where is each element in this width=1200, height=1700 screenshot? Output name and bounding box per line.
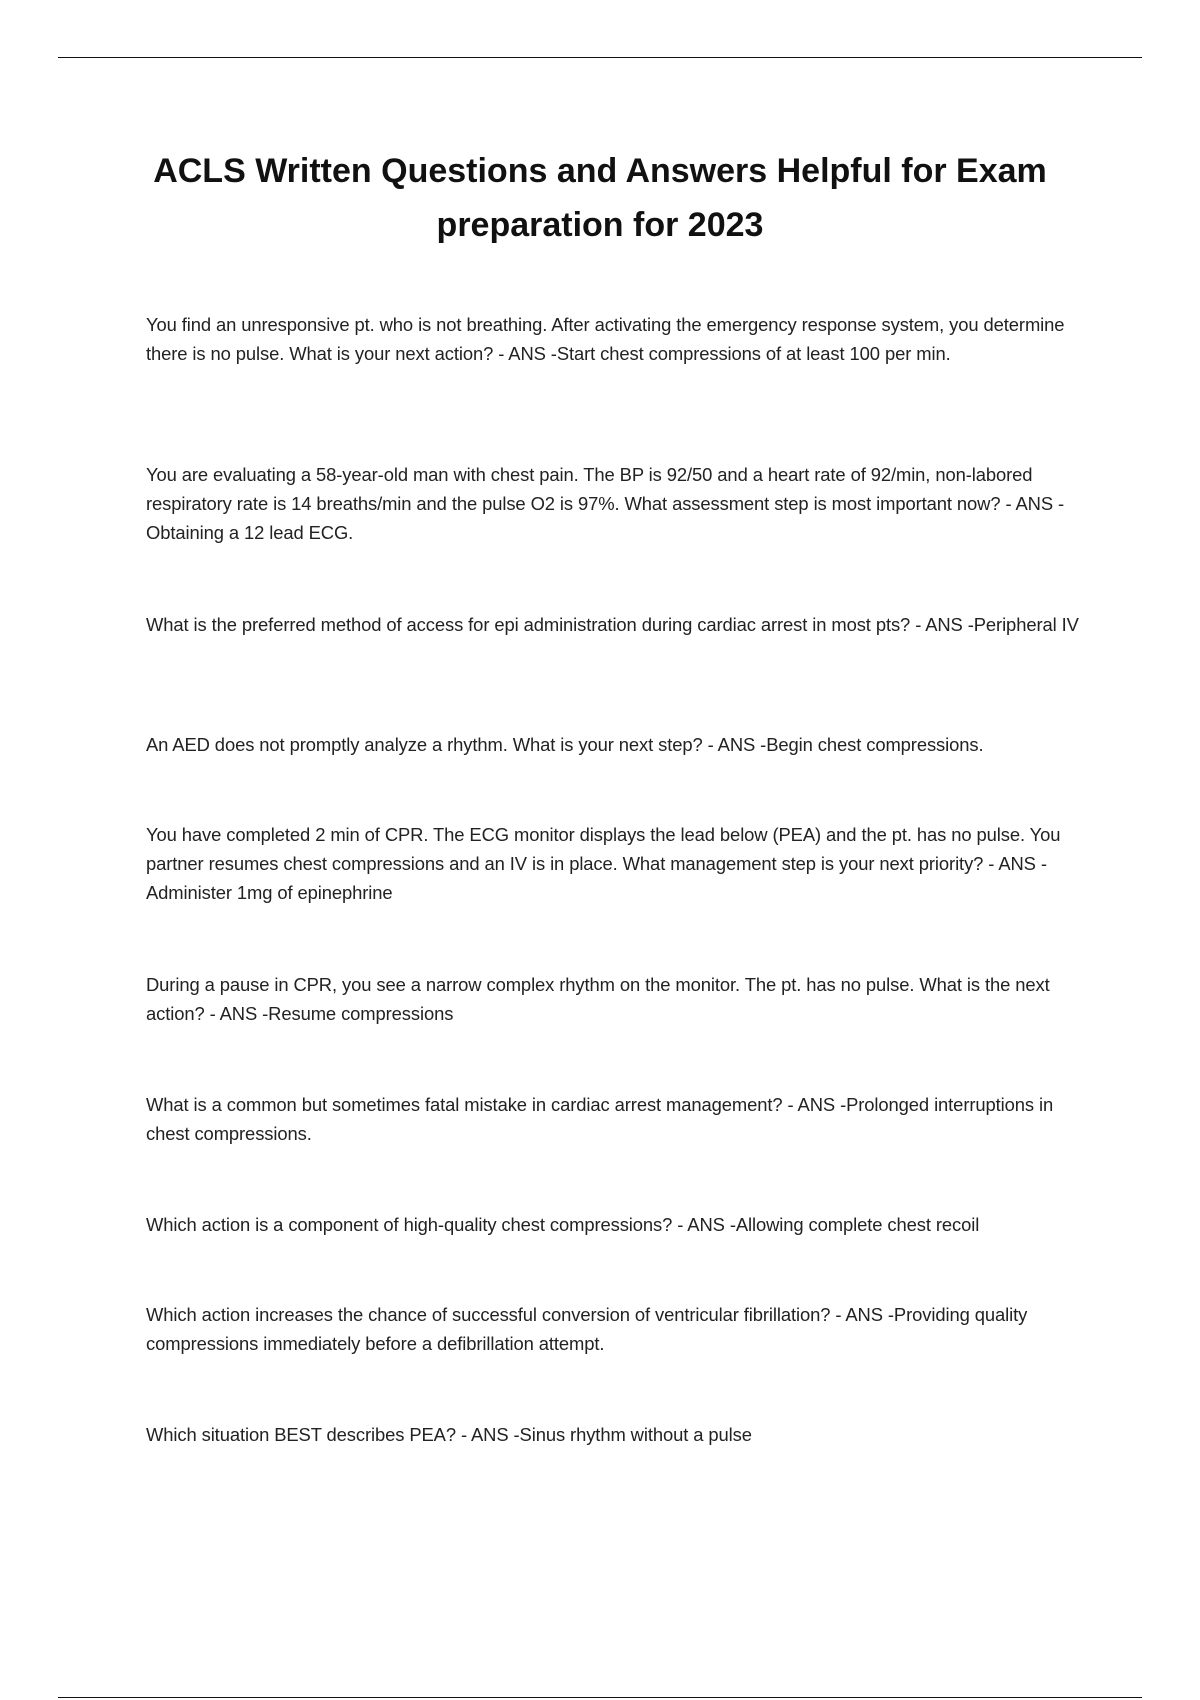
qa-item: You find an unresponsive pt. who is not breathing. After activating the emergency response system, you determine there is no pulse. What is your next action? - ANS -Start chest compressions of at least 100 per min.	[146, 314, 1065, 364]
qa-item: What is the preferred method of access for epi administration during cardiac arrest in most pts? - ANS -Peripheral IV	[146, 614, 1079, 635]
bottom-rule	[58, 1697, 1142, 1698]
qa-item: Which action is a component of high-quality chest compressions? - ANS -Allowing complete chest recoil	[146, 1214, 980, 1235]
qa-item: During a pause in CPR, you see a narrow complex rhythm on the monitor. The pt. has no pulse. What is the next action? - ANS -Resume compressions	[146, 974, 1050, 1024]
qa-item: What is a common but sometimes fatal mistake in cardiac arrest management? - ANS -Prolonged interruptions in chest compressions.	[146, 1094, 1054, 1144]
top-rule	[58, 57, 1142, 58]
document-title: ACLS Written Questions and Answers Helpful for Exam preparation for 2023	[153, 152, 1047, 244]
qa-item: An AED does not promptly analyze a rhythm. What is your next step? - ANS -Begin chest compressions.	[146, 734, 984, 755]
qa-item: Which action increases the chance of successful conversion of ventricular fibrillation? - ANS -Providing quality compressions immediately before a defibrillation attempt.	[146, 1304, 1028, 1354]
qa-item: You are evaluating a 58-year-old man with chest pain. The BP is 92/50 and a heart rate of 92/min, non-labored respiratory rate is 14 breaths/min and the pulse O2 is 97%. What assessment step is most important now? - ANS -Obtaining a 12 lead ECG.	[146, 464, 1065, 543]
qa-item: Which situation BEST describes PEA? - ANS -Sinus rhythm without a pulse	[146, 1424, 752, 1445]
qa-item: You have completed 2 min of CPR. The ECG monitor displays the lead below (PEA) and the pt. has no pulse. You partner resumes chest compressions and an IV is in place. What management step is your next priority? - ANS -Administer 1mg of epinephrine	[146, 824, 1061, 903]
